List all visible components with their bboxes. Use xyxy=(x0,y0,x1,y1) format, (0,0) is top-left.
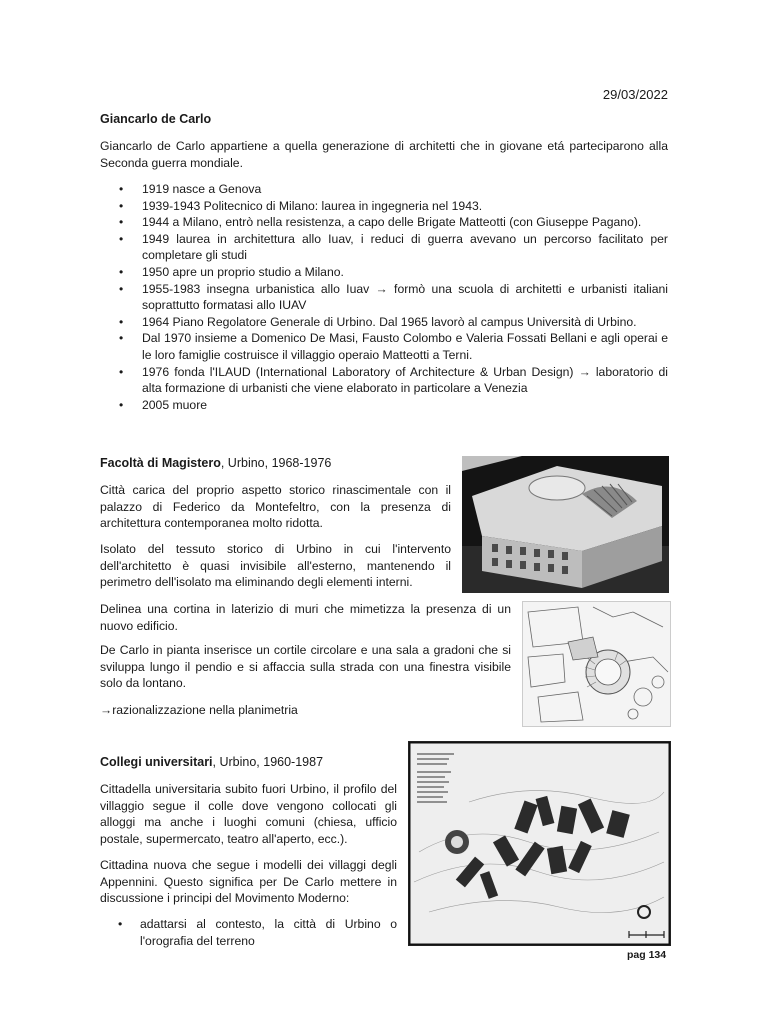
document-title: Giancarlo de Carlo xyxy=(100,112,212,126)
magistero-paragraph-4: De Carlo in pianta inserisce un cortile circolare e una sala a gradoni che si sviluppa lungo il pendio e si affaccia sulla strada con una finestra visibile solo da lontano. xyxy=(100,643,511,690)
model-photo-graphic xyxy=(462,456,669,593)
magistero-place: , Urbino, 1968-1976 xyxy=(220,456,332,470)
magistero-paragraph-3: Delinea una cortina in laterizio di muri che mimetizza la presenza di un nuovo edificio. xyxy=(100,602,511,633)
list-item: • 1944 a Milano, entrò nella resistenza, a capo delle Brigate Matteotti (con Giuseppe Pagano). xyxy=(100,214,668,231)
architectural-model-photo xyxy=(462,456,669,593)
list-item: • 1949 laurea in architettura allo Iuav, i reduci di guerra avevano un percorso facilitato per completare gli studi xyxy=(100,231,668,264)
magistero-heading xyxy=(100,456,331,470)
list-item: • Dal 1970 insieme a Domenico De Masi, Fausto Colombo e Valeria Fossati Bellani e agli operai e le loro famiglie costruisce il villaggio operaio Matteotti a Terni. xyxy=(100,330,668,363)
collegi-heading xyxy=(100,755,323,769)
magistero-name: Facoltà di Magistero xyxy=(100,456,221,470)
collegi-name: Collegi universitari xyxy=(100,755,213,769)
magistero-paragraph-5: →razionalizzazione nella planimetria xyxy=(100,703,298,717)
list-item: • 1955-1983 insegna urbanistica allo Iuav → formò una scuola di architetti e urbanisti italiani soprattutto formatasi allo IUAV xyxy=(100,281,668,314)
list-item: • 1964 Piano Regolatore Generale di Urbino. Dal 1965 lavorò al campus Università di Urbino. xyxy=(100,314,668,331)
collegi-place: , Urbino, 1960-1987 xyxy=(212,755,324,769)
list-item: • 2005 muore xyxy=(100,397,668,414)
page-number: pag 134 xyxy=(627,949,667,961)
list-item: • 1950 apre un proprio studio a Milano. xyxy=(100,264,668,281)
intro-paragraph: Giancarlo de Carlo appartiene a quella generazione di architetti che in giovane etá parteciparono alla Seconda guerra mondiale. xyxy=(100,139,668,170)
document-date: 29/03/2022 xyxy=(602,87,668,102)
list-item: • 1939-1943 Politecnico di Milano: laurea in ingegneria nel 1943. xyxy=(100,198,668,215)
collegi-bullets xyxy=(116,916,397,949)
collegi-paragraph-2: Cittadina nuova che segue i modelli dei villaggi degli Appennini. Questo significa per De Carlo mettere in discussione i principi del Movimento Moderno: xyxy=(100,858,397,905)
magistero-paragraph-2: Isolato del tessuto storico di Urbino in cui l'intervento dell'architetto è quasi invisibile all'esterno, mantenendo il perimetro dell'isolato ma eliminando degli elementi interni. xyxy=(100,542,451,589)
magistero-paragraph-1: Città carica del proprio aspetto storico rinascimentale con il palazzo di Federico da Montefeltro, con la presenza di architettura contemporanea molto ridotta. xyxy=(100,483,451,530)
collegi-paragraph-1: Cittadella universitaria subito fuori Urbino, il profilo del villaggio segue il colle dove vengono collocati gli alloggi ma anche i luoghi comuni (chiesa, ufficio postale, supermercato, teatro all'aperto, ecc.). xyxy=(100,782,397,846)
list-item: • 1919 nasce a Genova xyxy=(100,181,668,198)
timeline-list xyxy=(100,181,668,413)
plan-graphic xyxy=(523,602,670,726)
list-item: • 1976 fonda l'ILAUD (International Laboratory of Architecture & Urban Design) → laboratorio di alta formazione di urbanisti che viene elaborato in particolare a Venezia xyxy=(100,364,668,397)
masterplan-graphic xyxy=(409,742,670,945)
list-item: • adattarsi al contesto, la città di Urbino o l'orografia del terreno xyxy=(116,916,397,949)
site-plan-drawing xyxy=(522,601,671,727)
collegi-masterplan xyxy=(408,741,671,946)
